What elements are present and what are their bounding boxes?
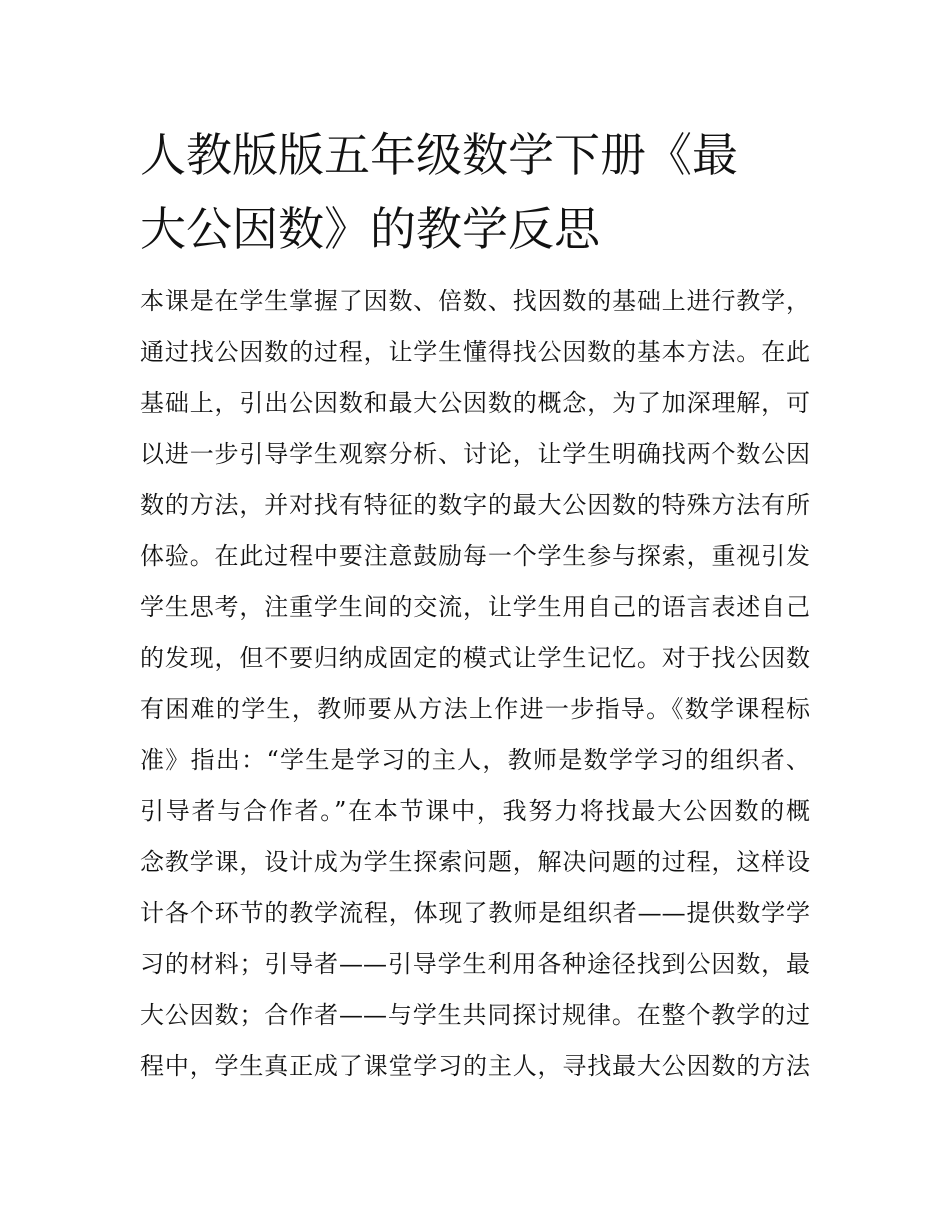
body-line: 通过找公因数的过程，让学生懂得找公因数的基本方法。在此	[140, 338, 810, 366]
body-line: 本课是在学生掌握了因数、倍数、找因数的基础上进行教学，	[140, 287, 810, 315]
body-line: 程中，学生真正成了课堂学习的主人，寻找最大公因数的方法	[140, 1052, 810, 1080]
body-line: 大公因数；合作者——与学生共同探讨规律。在整个教学的过	[140, 1001, 810, 1029]
document-body	[140, 276, 830, 1092]
body-line: 数的方法，并对找有特征的数字的最大公因数的特殊方法有所	[140, 491, 810, 519]
body-line: 念教学课，设计成为学生探索问题，解决问题的过程，这样设	[140, 848, 810, 876]
body-line: 的发现，但不要归纳成固定的模式让学生记忆。对于找公因数	[140, 644, 810, 672]
body-line: 计各个环节的教学流程，体现了教师是组织者——提供数学学	[140, 899, 810, 927]
body-line: 习的材料；引导者——引导学生利用各种途径找到公因数，最	[140, 950, 810, 978]
body-line: 有困难的学生，教师要从方法上作进一步指导。《数学课程标	[140, 695, 810, 723]
document-title	[140, 118, 820, 266]
body-line: 学生思考，注重学生间的交流，让学生用自己的语言表述自己	[140, 593, 810, 621]
body-line: 准》指出：“学生是学习的主人，教师是数学学习的组织者、	[140, 746, 810, 774]
title-line-2: 大公因数》的教学反思	[140, 202, 600, 256]
title-line-1: 人教版版五年级数学下册《最	[140, 128, 738, 182]
body-line: 基础上，引出公因数和最大公因数的概念，为了加深理解，可	[140, 389, 810, 417]
body-line: 体验。在此过程中要注意鼓励每一个学生参与探索，重视引发	[140, 542, 810, 570]
body-line: 以进一步引导学生观察分析、讨论，让学生明确找两个数公因	[140, 440, 810, 468]
body-line: 引导者与合作者。”在本节课中，我努力将找最大公因数的概	[140, 797, 810, 825]
